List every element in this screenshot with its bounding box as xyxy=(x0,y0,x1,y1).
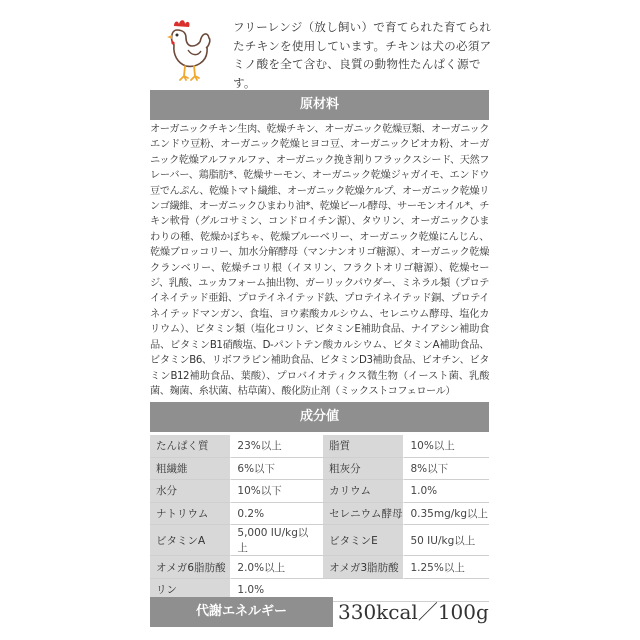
chicken-icon xyxy=(164,18,212,84)
analysis-table xyxy=(150,435,489,602)
table-row xyxy=(150,556,489,579)
analysis-label: ナトリウム xyxy=(150,503,231,526)
ingredients-header: 原材料 xyxy=(150,90,489,120)
analysis-label: オメガ3脂肪酸 xyxy=(323,556,404,579)
energy-value: 330kcal／100g xyxy=(338,600,489,624)
analysis-value: 50 IU/kg以上 xyxy=(404,525,489,556)
analysis-value: 2.0%以上 xyxy=(231,556,315,579)
intro-section xyxy=(150,18,490,88)
analysis-value: 10%以上 xyxy=(404,435,489,458)
analysis-label: ビタミンE xyxy=(323,525,404,556)
analysis-label: 粗灰分 xyxy=(323,458,404,481)
analysis-label: 脂質 xyxy=(323,435,404,458)
analysis-label: セレニウム酵母 xyxy=(323,503,404,526)
table-row xyxy=(150,480,489,503)
analysis-label: たんぱく質 xyxy=(150,435,231,458)
table-row xyxy=(150,503,489,526)
analysis-label: オメガ6脂肪酸 xyxy=(150,556,231,579)
analysis-value: 5,000 IU/kg以上 xyxy=(231,525,315,556)
table-row xyxy=(150,458,489,481)
analysis-value: 1.0% xyxy=(231,579,315,602)
analysis-value: 1.25%以上 xyxy=(404,556,489,579)
table-row xyxy=(150,435,489,458)
analysis-value: 0.2% xyxy=(231,503,315,526)
analysis-header: 成分値 xyxy=(150,402,489,432)
analysis-value: 0.35mg/kg以上 xyxy=(404,503,489,526)
analysis-value: 6%以下 xyxy=(231,458,315,481)
energy-label: 代謝エネルギー xyxy=(150,597,333,627)
table-row xyxy=(150,525,489,556)
intro-description: フリーレンジ（放し飼い）で育てられた育てられたチキンを使用しています。チキンは犬の必須アミノ酸を全て含む、良質の動物性たんぱく源です。 xyxy=(233,20,492,90)
ingredients-list xyxy=(150,122,489,419)
analysis-value: 10%以下 xyxy=(231,480,315,503)
analysis-label: カリウム xyxy=(323,480,404,503)
analysis-label: ビタミンA xyxy=(150,525,231,556)
analysis-label: 水分 xyxy=(150,480,231,503)
analysis-label: 粗繊維 xyxy=(150,458,231,481)
analysis-label: リン xyxy=(150,579,231,602)
analysis-value: 1.0% xyxy=(404,480,489,503)
ingredients-text: オーガニックチキン生肉、乾燥チキン、オーガニック乾燥豆類、オーガニックエンドウ豆粉、オーガニック乾燥ヒヨコ豆、オーガニックピオカ粉、オーガニック乾燥アルファルファ、オーガニック挽き割りフラックスシード、天然フレーバー、鶏脂肪*、乾燥サーモン、オーガニック乾燥ジャガイモ、エンドウ豆でんぷん、乾燥トマト繊維、オーガニック乾燥ケルプ、オーガニック乾燥リンゴ繊維、オーガニックひまわり油*、乾燥ビール酵母、サーモンオイル*、チキン軟骨（グルコサミン、コンドロイチン源）、タウリン、オーガニックひまわりの種、乾燥かぼちゃ、乾燥ブルーベリー、オーガニック乾燥にんじん、乾燥ブロッコリー、加水分解酵母（マンナンオリゴ糖源）、オーガニック乾燥クランベリー、乾燥チコリ根（イヌリン、フラクトオリゴ糖源）、乾燥セージ、乳酸、ユッカフォーム抽出物、ガーリックパウダー、ミネラル類（プロテイネイテッド亜鉛、プロテイネイテッド鉄、プロテイネイテッド銅、プロテイネイテッドマンガン、食塩、ヨウ素酸カルシウム、セレニウム酵母、塩化カリウム）、ビタミン類（塩化コリン、ビタミンE補助食品、ナイアシン補助食品、ビタミンB1硝酸塩、D-パントテン酸カルシウム、ビタミンA補助食品、ビタミンB6、リボフラビン補助食品、ビタミンD3補助食品、ビオチン、ビタミンB12補助食品、葉酸）、プロバイオティクス微生物（イースト菌、乳酸菌、麹菌、糸状菌、枯草菌）、酸化防止剤（ミックストコフェロール） xyxy=(150,124,489,397)
analysis-value: 8%以下 xyxy=(404,458,489,481)
analysis-value: 23%以上 xyxy=(231,435,315,458)
